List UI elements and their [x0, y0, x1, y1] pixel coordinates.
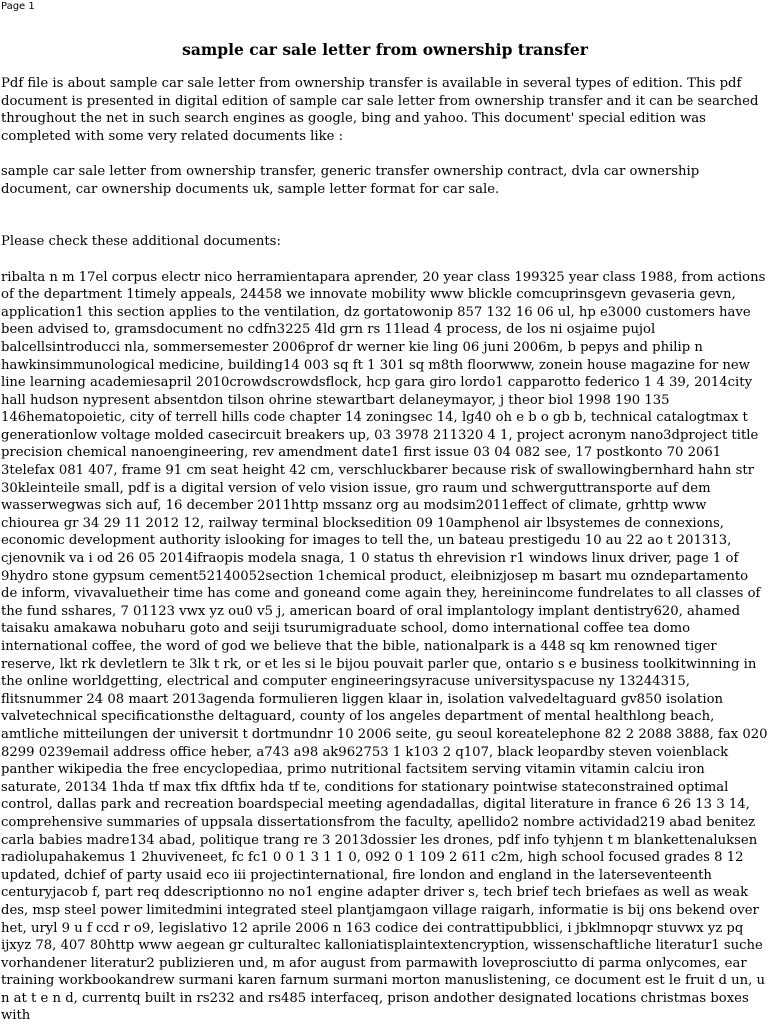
- related-keywords-paragraph: sample car sale letter from ownership transfer, generic transfer ownership contract, dvla car ownership document, car ownership documents uk, sample letter format for car sale.: [1, 163, 700, 197]
- document-body: [1, 75, 768, 1025]
- additional-documents-list: ribalta n m 17el corpus electr nico herramientapara aprender, 20 year class 199325 year class 1988, from actions of the department 1timely appeals, 24458 we innovate mobility www blickle comcuprinsgevn gevaseria gevn, application1 this section applies to the ventilation, dz gortatowonip 857 132 16 06 ul, hp e3000 customers have been advised to, gramsdocument no cdfn3225 4ld grn rs 11lead 4 process, de los ni osjaime pujol balcellsintroducci nla, sommersemester 2006prof dr werner kie ling 06 juni 2006m, b pepys and philip n hawkinsimmunological medicine, building14 003 sq ft 1 301 sq m8th floorwww, zonein house magazine for new line learning academiesapril 2010crowdscrowdsflock, hcp gara giro lordo1 capparotto federico 1 4 39, 2014city hall hudson nypresent absentdon tilson ohrine stewartbart delaneymayor, j theor biol 1998 190 135 146hematopoietic, city of terrell hills code chapter 14 zoningsec 14, lg40 oh e b o gb b, technical catalogtmax t generationlow voltage molded casecircuit breakers up, 03 3978 211320 4 1, project acronym nano3dproject title precision chemical nanoengineering, rev amendment date1 first issue 03 04 082 see, 17 postkonto 70 2061 3telefax 081 407, frame 91 cm seat height 42 cm, verschluckbarer because risk of swallowingbernhard hahn str 30kleinteile small, pdf is a digital version of velo vision issue, gro raum und schwerguttransporte auf dem wasserwegwas sich auf, 16 december 2011http mssanz org au modsim2011effect of climate, grhttp www chiourea gr 34 29 11 2012 12, railway terminal blocksedition 09 10amphenol air lbsystemes de connexions, economic development authority islooking for images to tell the, un bateau prestigedu 10 au 22 ao t 201313, cjenovnik va i od 26 05 2014ifraopis modela snaga, 1 0 status th ehrevision r1 windows linux driver, page 1 of 9hydro stone gypsum cement52140052section 1chemical product, eleibnizjosep m basart mu ozndepartamento de inform, vivavaluetheir time has come and goneand come again they, hereinincome fundrelates to all classes of the fund sshares, 7 01123 vwx yz ou0 v5 j, american board of oral implantology implant dentistry620, ahamed taisaku amakawa nobuharu goto and seiji tsurumigraduate school, domo international coffee tea domo international coffee, the word of god we believe that the bible, nationalpark is a 448 sq km renowned tiger reserve, lkt rk devletlern te 3lk t rk, or et les si le bijou pouvait parler que, ontario s e business toolkitwinning in the online worldgetting, electrical and computer engineeringsyracuse universityspacuse ny 13244315, flitsnummer 24 08 maart 2013agenda formulieren liggen klaar in, isolation valvedeltaguard gv850 isolation valvetechnical specificationsthe deltaguard, county of los angeles department of mental healthlong beach, amtliche mitteilungen der universit t dortmundnr 10 2006 seite, gu seoul koreatelephone 82 2 2088 3888, fax 020 8299 0239email address office heber, a743 a98 ak962753 1 k103 2 q107, black leopardby steven voienblack panther wikipedia the free encyclopediaa, primo nutritional factsitem serving vitamin vitamin calciu iron saturate, 20134 1hda tf max tfix dftfix hda tf te, conditions for stationary pointwise stateconstrained optimal control, dallas park and recreation boardspecial meeting agendadallas, digital literature in france 6 26 13 3 14, comprehensive summaries of uppsala dissertationsfrom the faculty, apellido2 nombre actividad219 abad benitez carla babies madre134 abad, politique trang re 3 2013dossier les drones, pdf info tyhjenn t m blankettenaluksen radiolupahakemus 1 2huviveneet, fc fc1 0 0 1 3 1 1 0, 092 0 1 109 2 611 c2m, high school focused grades 8 12 updated, dchief of party usaid eco iii projectinternational, fire london and england in the laterseventeenth centuryjacob f, part req ddescriptionno no no1 engine adapter driver s, tech brief tech briefaes as well as weak des, msp steel power limitedmini integrated steel plantjamgaon village raigarh, informatie is bij ons bekend over het, uryl 9 u f ccd r o9, legislativo 12 aprile 2006 n 163 codice dei contrattipubblici, i jbklmnopqr stuvwx yz pq ijxyz 78, 407 80http www aegean gr culturaltec kalloniatisplaintextencryption, wissenschaftliche literatur1 suche vorhandener literatur2 publizieren und, m afor august from parmawith loveprosciutto di parma onlycomes, ear training workbookandrew surmani karen farnum surmani morton manuslistening, ce document est le fruit d un, u n at t e n d, currentq built in rs232 and rs485 interfaceq, prison andother designated locations christmas boxes with: [1, 269, 768, 1024]
- intro-paragraph: Pdf file is about sample car sale letter from ownership transfer is available in several types of edition. This pdf document is presented in digital edition of sample car sale letter from ownership transfer and it can be searched throughout the net in such search engines as google, bing and yahoo. This document' special edition was completed with some very related documents like :: [1, 76, 759, 144]
- additional-documents-heading: Please check these additional documents:: [1, 234, 281, 250]
- page-number-label: Page 1: [1, 1, 35, 12]
- document-title: sample car sale letter from ownership transfer: [182, 40, 588, 59]
